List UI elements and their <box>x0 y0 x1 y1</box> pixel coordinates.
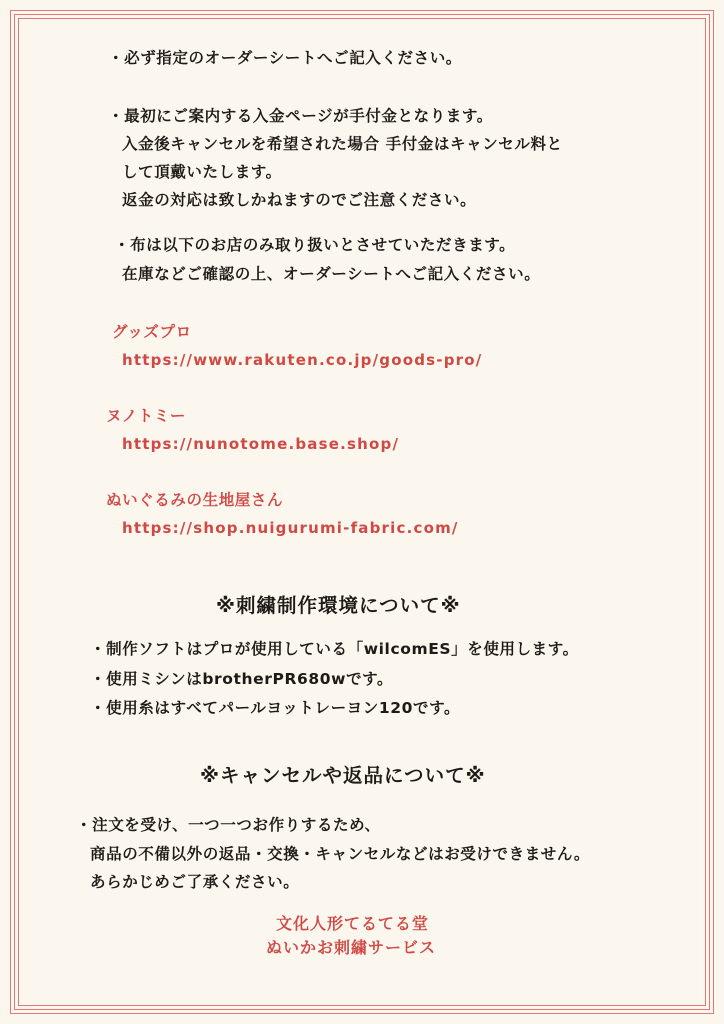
shop-link-nunotomy[interactable]: https://nunotome.base.shop/ <box>122 435 400 453</box>
embroidery-env-heading: ※刺繍制作環境について※ <box>216 594 461 617</box>
shop-name-nuigurumi-fabric: ぬいぐるみの生地屋さん <box>106 491 284 509</box>
order-note-deposit-line2: 入金後キャンセルを希望された場合 手付金はキャンセル料と <box>122 135 563 153</box>
cancel-policy-line3: あらかじめご了承ください。 <box>90 873 300 891</box>
shop-link-goods-pro[interactable]: https://www.rakuten.co.jp/goods-pro/ <box>122 351 483 369</box>
footer-shop-name: 文化人形てるてる堂 <box>276 914 429 933</box>
cancel-policy-line2: 商品の不備以外の返品・交換・キャンセルなどはお受けできません。 <box>90 845 591 863</box>
embroidery-env-machine: ・使用ミシンはbrotherPR680wです。 <box>90 670 394 688</box>
shop-link-nuigurumi-fabric[interactable]: https://shop.nuigurumi-fabric.com/ <box>122 519 459 537</box>
cancel-policy-line1: ・注文を受け、一つ一つお作りするため、 <box>76 816 381 834</box>
cancel-policy-heading: ※キャンセルや返品について※ <box>200 764 486 787</box>
order-note-deposit-line3: して頂戴いたします。 <box>122 163 282 181</box>
footer-service-name: ぬいかお刺繍サービス <box>266 938 437 957</box>
order-note-fabric-line2: 在庫などご確認の上、オーダーシートへご記入ください。 <box>122 265 541 283</box>
order-note-deposit-line4: 返金の対応は致しかねますのでご注意ください。 <box>122 191 477 209</box>
embroidery-env-software: ・制作ソフトはプロが使用している「wilcomES」を使用します。 <box>90 640 579 658</box>
embroidery-env-thread: ・使用糸はすべてパールヨットレーヨン120です。 <box>90 699 461 717</box>
shop-name-goods-pro: グッズプロ <box>112 323 192 341</box>
order-note-deposit: ・最初にご案内する入金ページが手付金となります。 <box>108 107 493 125</box>
order-note-sheet: ・必ず指定のオーダーシートへご記入ください。 <box>108 49 462 67</box>
order-note-fabric: ・布は以下のお店のみ取り扱いとさせていただきます。 <box>114 236 516 254</box>
shop-name-nunotomy: ヌノトミー <box>106 407 187 425</box>
